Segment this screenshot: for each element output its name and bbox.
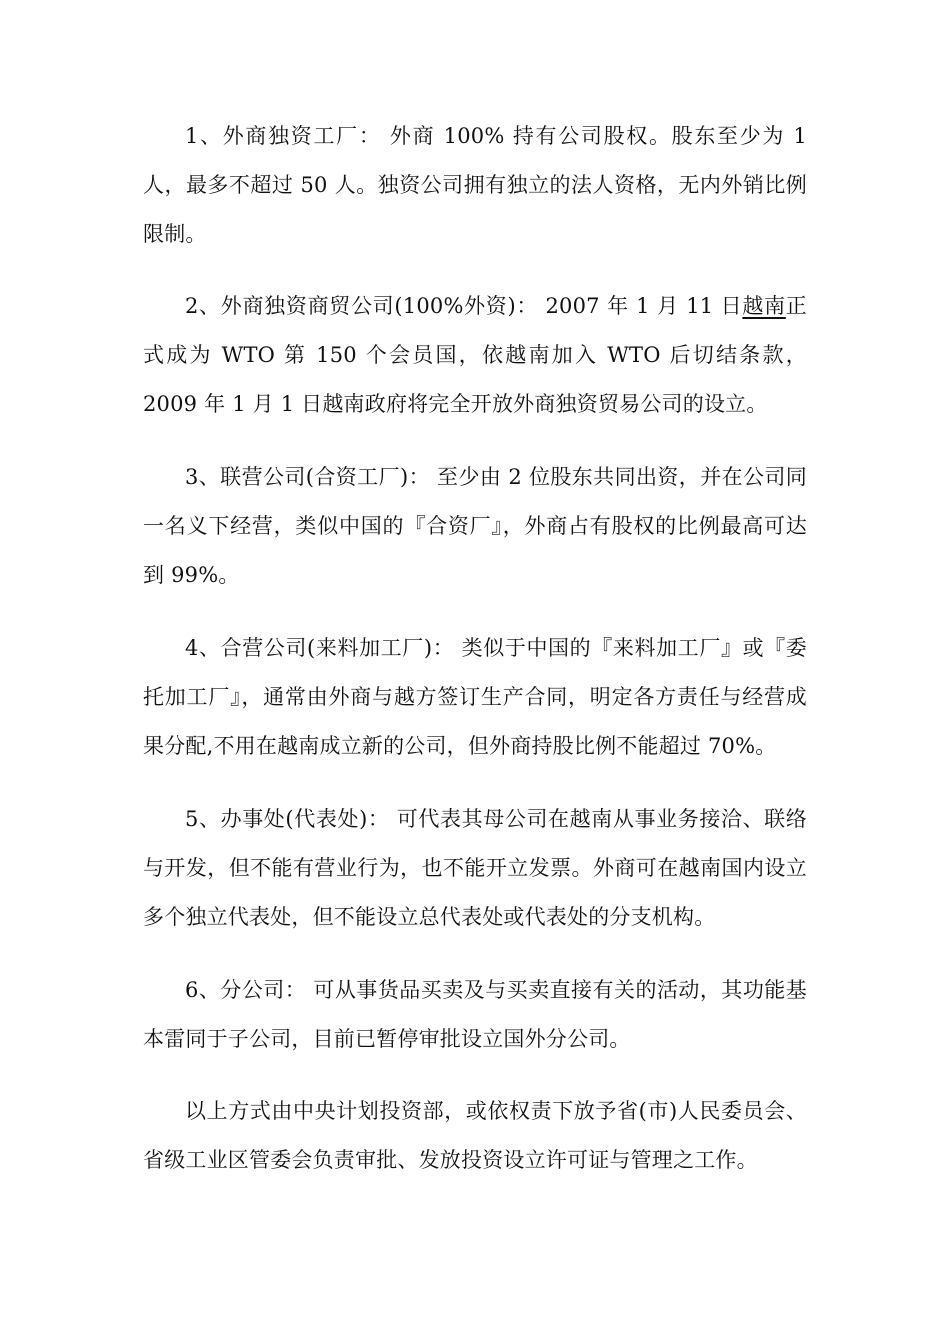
paragraph-2 [143,282,807,429]
paragraph-2-text-after: 正式成为 WTO 第 150 个会员国，依越南加入 WTO 后切结条款，2009 年 1 月 1 日越南政府将完全开放外商独资贸易公司的设立。 [143,294,807,416]
paragraph-6: 6、分公司： 可从事货品买卖及与买卖直接有关的活动，其功能基本雷同于子公司，目前已暂停审批设立国外分公司。 [143,978,807,1051]
vietnam-link[interactable]: 越南 [742,294,786,318]
paragraph-7: 以上方式由中央计划投资部，或依权责下放予省(市)人民委员会、省级工业区管委会负责审批、发放投资设立许可证与管理之工作。 [143,1099,807,1172]
paragraph-3: 3、联营公司(合资工厂)： 至少由 2 位股东共同出资，并在公司同一名义下经营，类似中国的『合资厂』，外商占有股权的比例最高可达到 99%。 [143,465,807,587]
paragraph-1: 1、外商独资工厂： 外商 100% 持有公司股权。股东至少为 1 人，最多不超过 50 人。独资公司拥有独立的法人资格，无内外销比例限制。 [143,124,807,246]
paragraph-2-text-before: 2、外商独资商贸公司(100%外资)： 2007 年 1 月 11 日 [185,294,743,318]
paragraph-4: 4、合营公司(来料加工厂)： 类似于中国的『来料加工厂』或『委托加工厂』，通常由外商与越方签订生产合同，明定各方责任与经营成果分配,不用在越南成立新的公司，但外商持股比例不能超过 70%。 [143,636,807,758]
paragraph-5: 5、办事处(代表处)： 可代表其母公司在越南从事业务接洽、联络与开发，但不能有营业行为，也不能开立发票。外商可在越南国内设立多个独立代表处，但不能设立总代表处或代表处的分支机构。 [143,807,807,929]
